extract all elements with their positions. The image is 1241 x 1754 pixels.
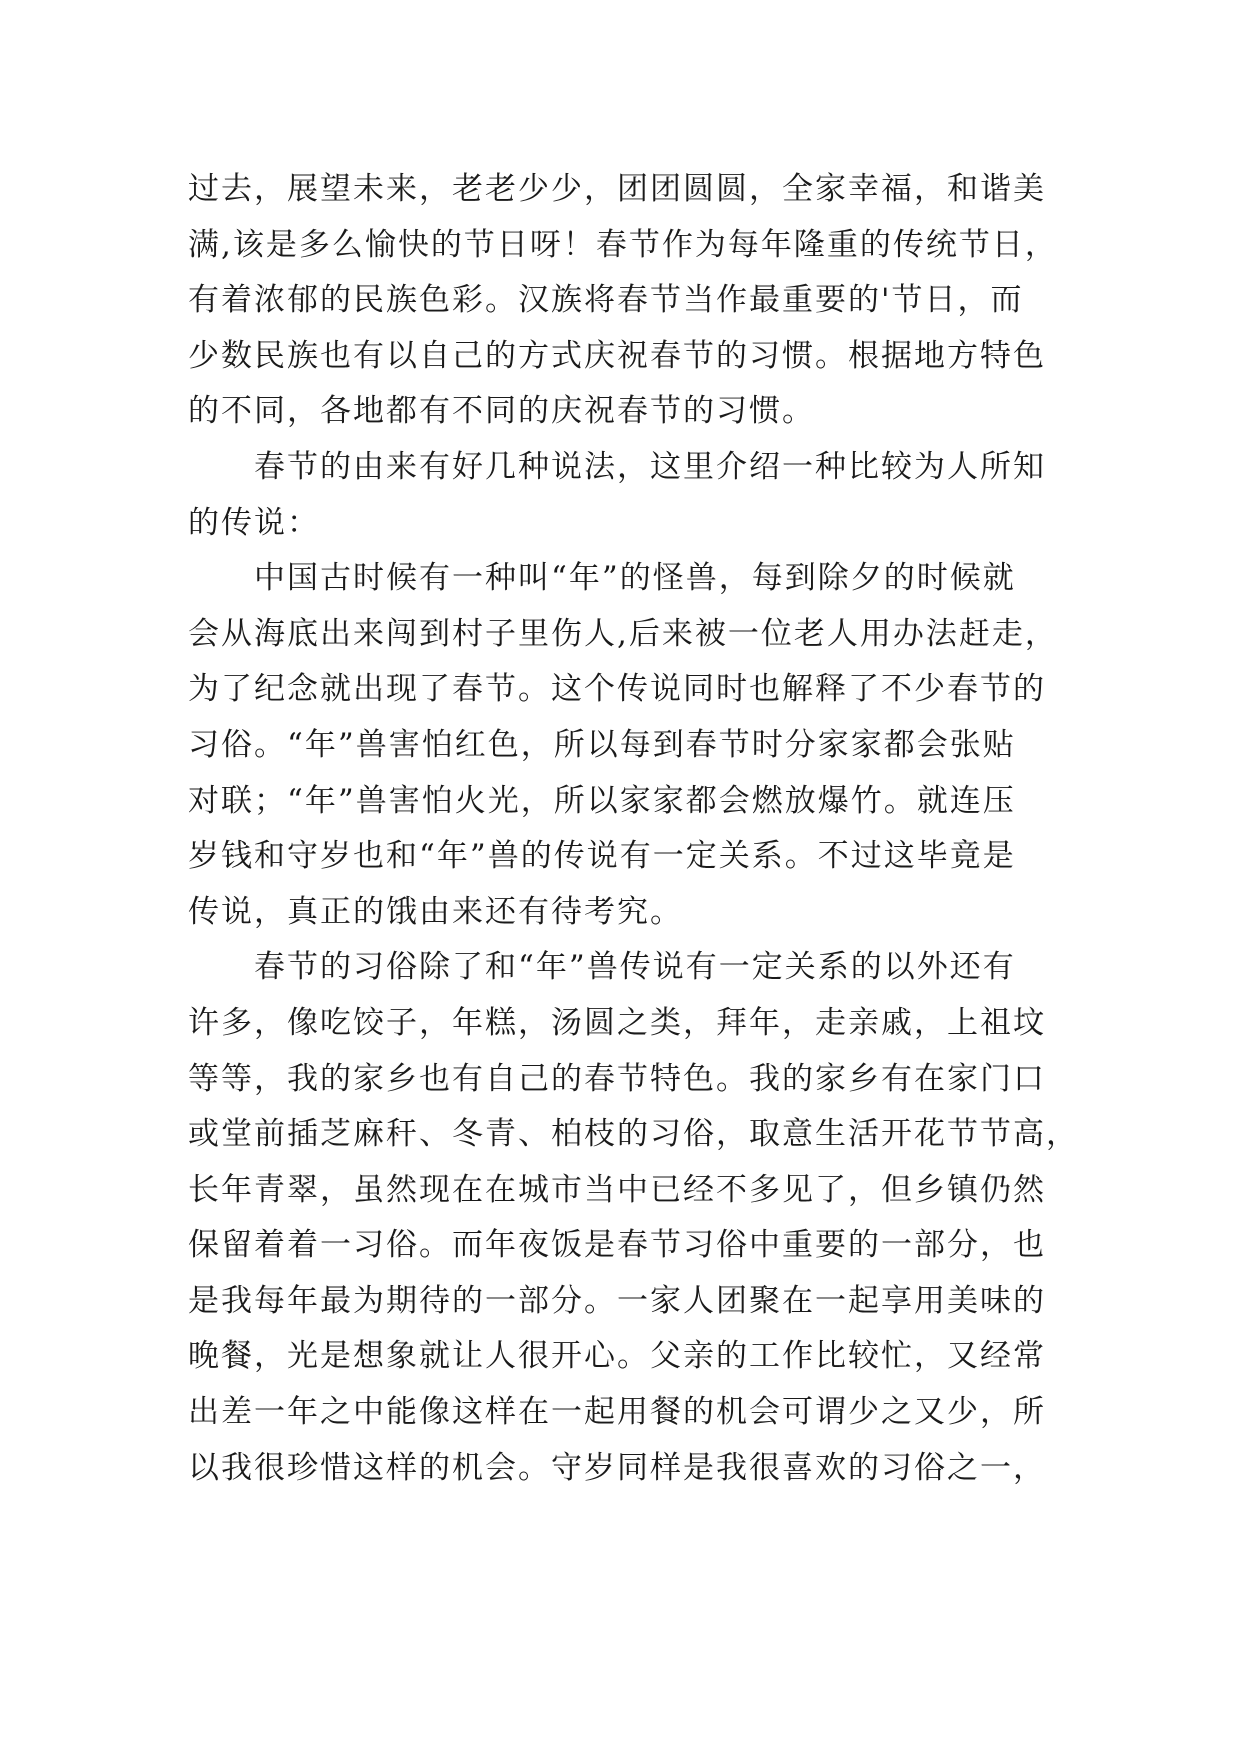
text-line: 岁钱和守岁也和“年”兽的传说有一定关系。不过这毕竟是 — [188, 838, 1016, 875]
text-line: 会从海底出来闯到村子里伤人,后来被一位老人用办法赶走， — [188, 615, 1058, 652]
text-line: 习俗。“年”兽害怕红色，所以每到春节时分家家都会张贴 — [188, 726, 1016, 763]
paragraph-start-line: 中国古时候有一种叫“年”的怪兽，每到除夕的时候就 — [254, 560, 1016, 597]
text-line: 的传说： — [188, 504, 320, 541]
text-line: 对联；“年”兽害怕火光，所以家家都会燃放爆竹。就连压 — [188, 782, 1016, 819]
document-body — [188, 162, 1078, 1496]
paragraph-start-line: 春节的习俗除了和“年”兽传说有一定关系的以外还有 — [254, 949, 1016, 986]
text-line: 过去，展望未来，老老少少，团团圆圆，全家幸福，和谐美 — [188, 171, 1046, 207]
text-line: 以我很珍惜这样的机会。守岁同样是我很喜欢的习俗之一， — [188, 1449, 1046, 1486]
text-line: 或堂前插芝麻秆、冬青、柏枝的习俗，取意生活开花节节高， — [188, 1116, 1079, 1153]
text-line: 的不同，各地都有不同的庆祝春节的习惯。 — [188, 393, 815, 430]
text-line: 有着浓郁的民族色彩。汉族将春节当作最重要的'节日，而 — [188, 282, 1024, 319]
text-line: 为了纪念就出现了春节。这个传说同时也解释了不少春节的 — [188, 671, 1046, 708]
text-line: 满,该是多么愉快的节日呀！春节作为每年隆重的传统节日， — [188, 226, 1058, 263]
text-line: 出差一年之中能像这样在一起用餐的机会可谓少之又少，所 — [188, 1394, 1046, 1431]
paragraph-start-line: 春节的由来有好几种说法，这里介绍一种比较为人所知 — [254, 448, 1046, 485]
text-line: 保留着着一习俗。而年夜饭是春节习俗中重要的一部分，也 — [188, 1227, 1046, 1264]
text-line: 传说，真正的饿由来还有待考究。 — [188, 893, 683, 930]
text-line: 晚餐，光是想象就让人很开心。父亲的工作比较忙，又经常 — [188, 1338, 1046, 1375]
text-line: 长年青翠，虽然现在在城市当中已经不多见了，但乡镇仍然 — [188, 1171, 1046, 1208]
text-line: 是我每年最为期待的一部分。一家人团聚在一起享用美味的 — [188, 1282, 1046, 1319]
text-line: 少数民族也有以自己的方式庆祝春节的习惯。根据地方特色 — [188, 337, 1046, 374]
text-line: 许多，像吃饺子，年糕，汤圆之类，拜年，走亲戚，上祖坟 — [188, 1004, 1046, 1041]
text-line: 等等，我的家乡也有自己的春节特色。我的家乡有在家门口 — [188, 1060, 1046, 1097]
